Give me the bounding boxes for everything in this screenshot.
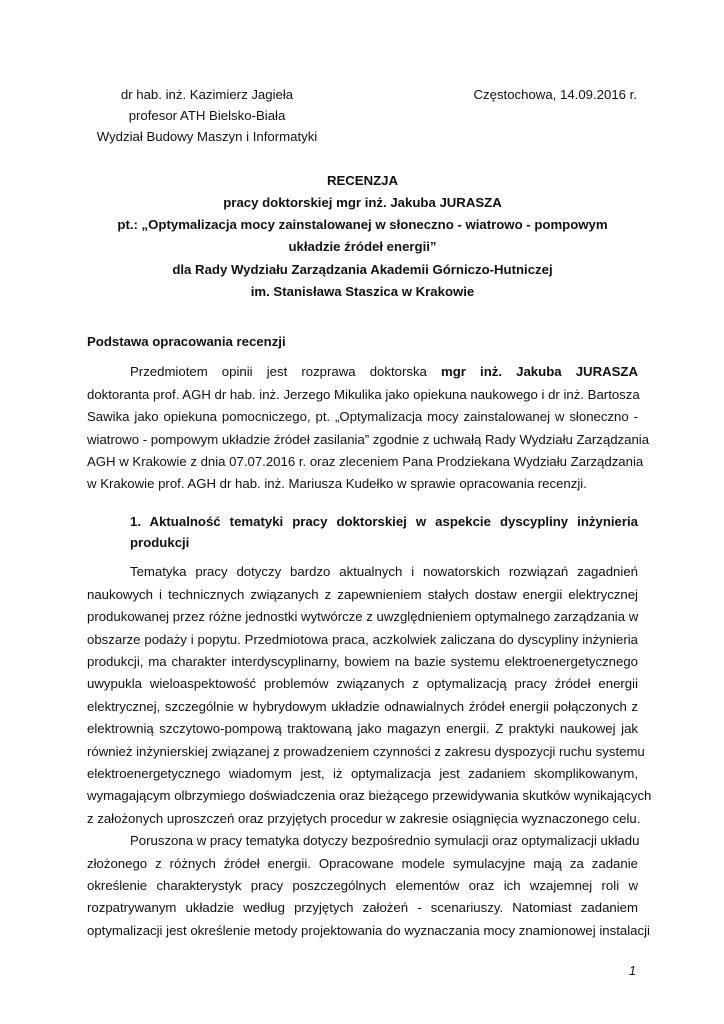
review-subject-line1: pracy doktorskiej mgr inż. Jakuba JURASZA	[223, 195, 502, 210]
author-name: dr hab. inż. Kazimierz Jagieła	[120, 87, 294, 102]
review-subject-line3: układzie źródeł energii”	[288, 239, 437, 254]
author-title: profesor ATH Bielsko-Biała	[128, 108, 286, 123]
section1-p1-line: Tematyka pracy dotyczy bardzo aktualnych i nowatorskich rozwiązań zagadnień	[130, 564, 638, 579]
section1-p1-line: elektroenergetycznego wiadomym jest, iż optymalizacja jest zadaniem skomplikowanym,	[87, 766, 638, 781]
section1-heading-line1: 1. Aktualność tematyki pracy doktorskiej w aspekcie dyscypliny inżynieria	[130, 514, 638, 529]
review-subject-line4: dla Rady Wydziału Zarządzania Akademii Górniczo-Hutniczej	[172, 262, 553, 277]
basis-paragraph-line	[130, 362, 638, 382]
review-subject-line5: im. Stanisława Staszica w Krakowie	[250, 284, 475, 299]
author-faculty: Wydział Budowy Maszyn i Informatyki	[96, 129, 318, 144]
section-basis-heading: Podstawa opracowania recenzji	[87, 334, 286, 349]
section1-p1-line: z założonych uproszczeń oraz przyjętych procedur w zakresie osiągnięcia wyznaczonego celu.	[87, 811, 641, 826]
section1-p2-line: określenie charakterystyk pracy poszczególnych elementów oraz ich wzajemnej roli w	[87, 878, 638, 893]
basis-paragraph-line: Sawika jako opiekuna pomocniczego, pt. „Optymalizacja mocy zainstalowanej w słoneczno -	[87, 409, 638, 424]
review-title: RECENZJA	[326, 173, 399, 188]
place-date: Częstochowa, 14.09.2016 r.	[473, 87, 637, 102]
section1-p2-line: Poruszona w pracy tematyka dotyczy bezpośrednio symulacji oraz optymalizacji układu	[130, 833, 640, 848]
section1-p1-line: uwypukla wieloaspektowość problemów związanych z optymalizacją pracy źródeł energii	[87, 676, 638, 691]
basis-paragraph-line: wiatrowo - pompowym układzie źródeł zasilania” zgodnie z uchwałą Rady Wydziału Zarządzania	[87, 432, 650, 447]
basis-paragraph-line: AGH w Krakowie z dnia 07.07.2016 r. oraz zleceniem Pana Prodziekana Wydziału Zarządzania	[87, 454, 644, 469]
section1-p1-line: naukowych i technicznych związanych z zapewnieniem stałych dostaw energii elektrycznej	[87, 587, 638, 602]
section1-p1-line: również inżynierskiej związanej z prowadzeniem czynności z zakresu dyspozycji ruchu systemu	[87, 744, 645, 759]
basis-line1-bold: mgr inż. Jakuba JURASZA	[441, 364, 638, 379]
basis-paragraph-line: doktoranta prof. AGH dr hab. inż. Jerzego Mikulika jako opiekuna naukowego i dr inż. Bartosza	[87, 387, 640, 402]
section1-p1-line: produkowanej przez różne jednostki wytwórcze z uwzględnieniem optymalnego zarządzania w	[87, 609, 639, 624]
section1-p2-line: rozpatrywanym układzie według przyjętych założeń - scenariuszy. Natomiast zadaniem	[87, 900, 638, 915]
section1-p2-line: optymalizacji jest określenie metody projektowania do wyznaczania mocy znamionowej instalacji	[87, 923, 650, 938]
basis-paragraph-line: w Krakowie prof. AGH dr hab. inż. Mariusza Kudełko w sprawie opracowania recenzji.	[87, 476, 587, 491]
section1-heading-line2: produkcji	[130, 535, 190, 550]
section1-p1-line: obszarze podaży i popytu. Przedmiotowa praca, aczkolwiek zaliczana do dyscypliny inżynieria	[87, 632, 638, 647]
section1-p1-line: elektrycznej, szczególnie w hybrydowym układzie odnawialnych źródeł energii połączonych z	[87, 699, 638, 714]
basis-line1-text: Przedmiotem opinii jest rozprawa doktorska	[130, 364, 427, 379]
page-number: 1	[629, 964, 636, 978]
section1-p2-line: złożonego z różnych źródeł energii. Opracowane modele symulacyjne mają za zadanie	[87, 856, 638, 871]
section1-p1-line: elektrownią szczytowo-pompową traktowaną jako magazyn energii. Z praktyki naukowej jak	[87, 721, 638, 736]
review-subject-line2: pt.: „Optymalizacja mocy zainstalowanej w słoneczno - wiatrowo - pompowym	[117, 217, 608, 232]
section1-p1-line: wymagającym olbrzymiego doświadczenia oraz bieżącego przewidywania skutków wynikających	[87, 788, 652, 803]
section1-p1-line: produkcji, ma charakter interdyscyplinarny, bowiem na bazie systemu elektroenergetycznego	[87, 654, 638, 669]
